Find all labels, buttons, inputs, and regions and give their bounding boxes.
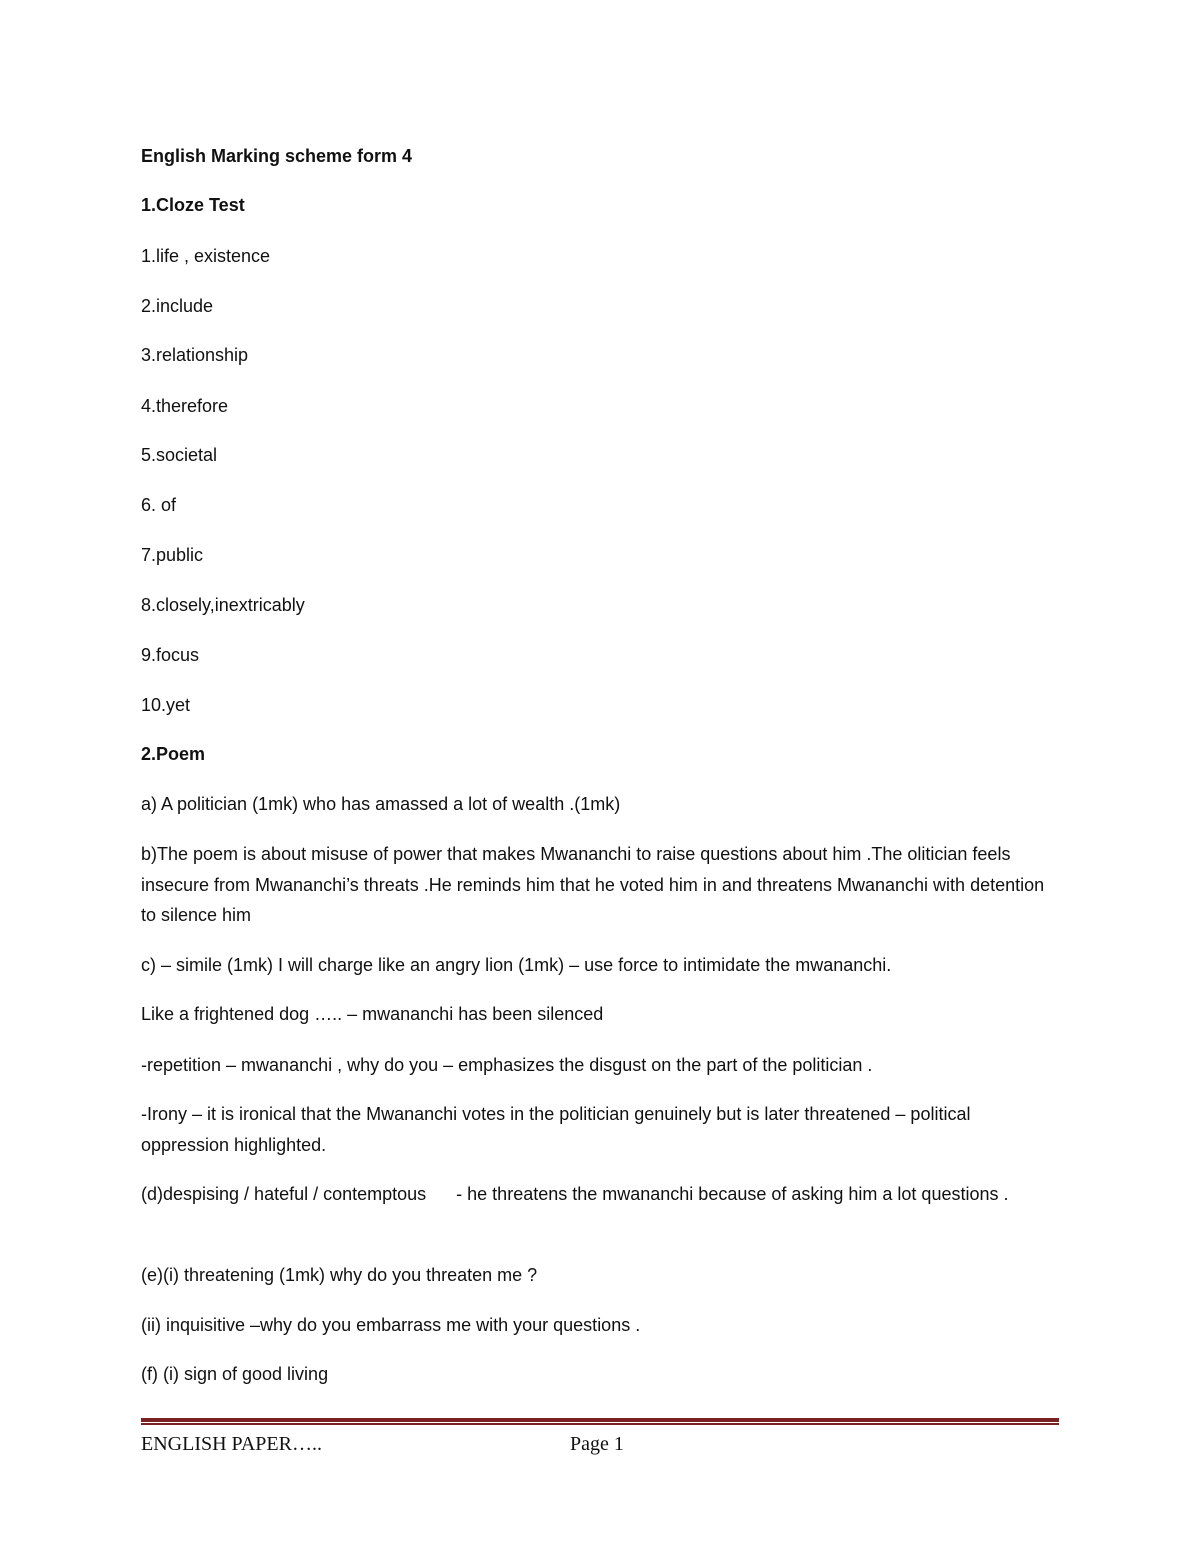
- poem-answer-c-repetition: -repetition – mwananchi , why do you – emphasizes the disgust on the part of the politician .: [141, 1055, 873, 1075]
- poem-answer-c-like: Like a frightened dog ….. – mwananchi has been silenced: [141, 1004, 604, 1024]
- cloze-answer: 10.yet: [141, 695, 191, 715]
- cloze-answer: 5.societal: [141, 445, 218, 465]
- cloze-answer: 3.relationship: [141, 345, 249, 365]
- footer-page-number: Page 1: [570, 1433, 624, 1455]
- cloze-answer: 7.public: [141, 545, 204, 565]
- cloze-answer: 6. of: [141, 495, 177, 515]
- cloze-answer: 2.include: [141, 296, 214, 316]
- section-heading-cloze: 1.Cloze Test: [141, 195, 245, 215]
- poem-answer-b: b)The poem is about misuse of power that makes Mwananchi to raise questions about him .The olitician feels insecure from Mwananchi’s threats .He reminds him that he voted him in and threatens Mwananchi with detention to silence him: [141, 844, 1045, 925]
- poem-answer-f-i: (f) (i) sign of good living: [141, 1364, 329, 1384]
- poem-answer-e-ii: (ii) inquisitive –why do you embarrass me with your questions .: [141, 1315, 641, 1335]
- footer-divider: [141, 1418, 1059, 1425]
- cloze-answer: 9.focus: [141, 645, 200, 665]
- cloze-answer: 1.life , existence: [141, 246, 271, 266]
- poem-answer-d: (d)despising / hateful / contemptous - he threatens the mwananchi because of asking him a lot questions .: [141, 1184, 1009, 1204]
- cloze-answer: 8.closely,inextricably: [141, 595, 305, 615]
- poem-answer-e-i: (e)(i) threatening (1mk) why do you threaten me ?: [141, 1265, 538, 1285]
- cloze-answer: 4.therefore: [141, 396, 229, 416]
- poem-answer-a: a) A politician (1mk) who has amassed a lot of wealth .(1mk): [141, 794, 621, 814]
- document-title: English Marking scheme form 4: [141, 146, 413, 166]
- footer-paper-label: ENGLISH PAPER…..: [141, 1433, 322, 1455]
- poem-answer-c-irony: -Irony – it is ironical that the Mwananchi votes in the politician genuinely but is later threatened – political oppression highlighted.: [141, 1104, 971, 1155]
- section-heading-poem: 2.Poem: [141, 744, 206, 764]
- poem-answer-c: c) – simile (1mk) I will charge like an angry lion (1mk) – use force to intimidate the mwananchi.: [141, 955, 892, 975]
